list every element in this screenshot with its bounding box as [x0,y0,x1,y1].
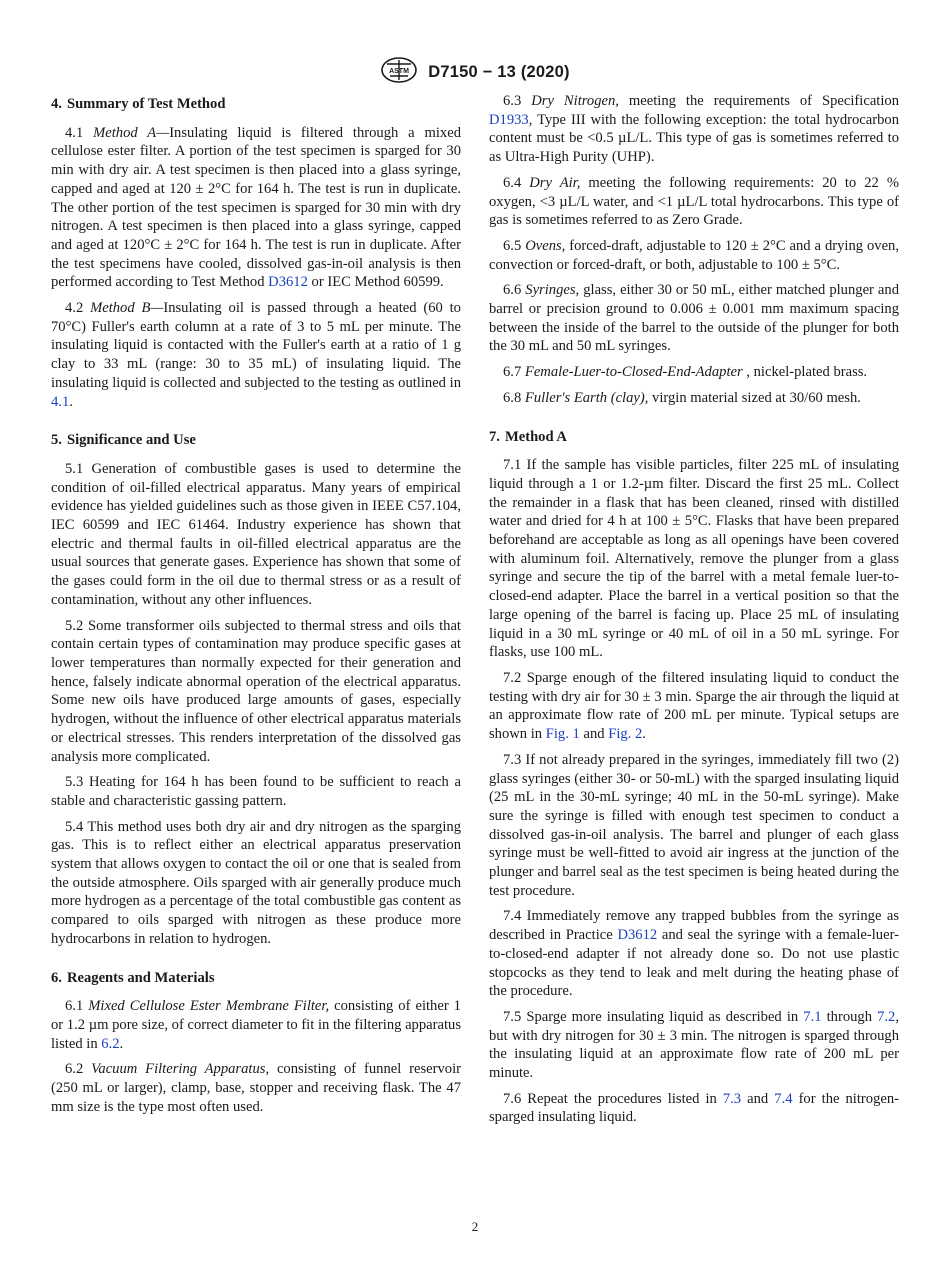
link-fig-1[interactable]: Fig. 1 [545,726,580,743]
section-heading-6: 6. Reagents and Materials [51,969,215,986]
paragraph-7-6: 7.6 Repeat the procedures listed in 7.3 and 7.4 for the nitrogen-sparged insulating liquid. [489,1090,900,1126]
paragraph-4-1: 4.1 Method A—Insulating liquid is filtered through a mixed cellulose ester filter. A portion of the test specimen is sparged for 30 min with dry air. A test specimen is then placed into a glass syringe, capped and aged at 120 ± 2°C for 164 h. The test is run in duplicate. The other portion of the test specimen is sparged for 30 min with dry nitrogen. A test specimen is then placed into a glass syringe, capped and aged at 120°C ± 2°C for 164 h. The test is run in duplicate. After the test specimens have cooled, dissolved gas-in-oil analysis is then performed according to Test Method D3612 or IEC Method 60599. [51,124,461,291]
paragraph-7-4: 7.4 Immediately remove any trapped bubbles from the syringe as described in Practice D3612 and seal the syringe with a female-luer-to-closed-end adapter if not already done so. Do not use plastic stopcocks as they tend to leak and melt during the heating phase of the procedure. [489,908,900,1000]
link-6-2[interactable]: 6.2 [101,1035,120,1052]
paragraph-7-5: 7.5 Sparge more insulating liquid as described in 7.1 through 7.2, but with dry nitrogen for 30 ± 3 min. The nitrogen is sparged through the insulating liquid at an approximate flow rate of 200 mL per minute. [489,1008,900,1082]
link-7-4[interactable]: 7.4 [774,1090,793,1107]
link-d3612[interactable]: D3612 [617,927,658,944]
paragraph-6-2: 6.2 Vacuum Filtering Apparatus, consisting of funnel reservoir (250 mL or larger), clamp, base, stopper and receiving flask. The 47 mm size is the type most often used. [51,1061,461,1115]
paragraph-7-2: 7.2 Sparge enough of the filtered insulating liquid to conduct the testing with dry air for 30 ± 3 min. Sparge the air through the liquid at an approximate flow rate of 200 mL per minute. Typical setups are shown in Fig. 1 and Fig. 2. [489,669,899,743]
link-fig-2[interactable]: Fig. 2 [608,726,643,743]
link-4-1[interactable]: 4.1 [51,393,70,410]
section-heading-5: 5. Significance and Use [51,432,196,449]
page-number: 2 [471,1219,479,1234]
svg-text:ASTM: ASTM [389,68,410,75]
paragraph-6-5: 6.5 Ovens, forced-draft, adjustable to 120 ± 2°C and a drying oven, convection or forced-draft, or both, adjustable to 100 ± 5°C. [489,237,900,273]
astm-logo-icon [380,56,418,89]
paragraph-5-4: 5.4 This method uses both dry air and dry nitrogen as the sparging gas. This is to reflect either an electrical apparatus preservation system that allows oxygen to contact the oil or one that is sealed from the outside atmosphere. Oils sparged with air generally produce much more hydrogen as a percentage of the total combustible gas content as compared to oils sparged with nitrogen as these produce more hydrocarbons in relation to hydrogen. [51,818,461,947]
paragraph-6-3: 6.3 Dry Nitrogen, meeting the requirements of Specification D1933, Type III with the following exception: the total hydrocarbon content must be <0.5 µL/L. This type of gas is sometimes referred to as Ultra-High Purity (UHP). [489,93,899,166]
paragraph-6-1: 6.1 Mixed Cellulose Ester Membrane Filter, consisting of either 1 or 1.2 µm pore size, of correct diameter to fit in the filtering apparatus listed in 6.2. [51,998,461,1052]
link-7-3[interactable]: 7.3 [722,1090,742,1107]
paragraph-7-3: 7.3 If not already prepared in the syringes, immediately fill two (2) glass syringes (either 30- or 50-mL) with the sparged insulating liquid (25 mL in the 30-mL syringe; 40 mL in the 50-mL syringe). Make sure the syringe is filled with enough test specimen to conduct a dissolved gas-in-oil analysis. The barrel and plunger of each glass syringe must be well-fitted to avoid air ingress at the junction of the plunger and barrel seal as the test specimen is being heated during the test procedure. [489,751,899,899]
right-column [489,92,899,1134]
link-d1933[interactable]: D1933 [489,111,529,128]
document-id: D7150 − 13 (2020) [428,63,570,81]
paragraph-4-2: 4.2 Method B—Insulating oil is passed through a heated (60 to 70°C) Fuller's earth column at a rate of 3 to 5 mL per minute. The insulating liquid is contacted with the Fuller's earth at a ratio of 1 g clay to 33 mL (range: 30 to 35 mL) of insulating liquid. The insulating liquid is collected and subjected to the testing as outlined in 4.1. [51,300,461,410]
paragraph-5-3: 5.3 Heating for 164 h has been found to be sufficient to reach a stable and characteristic gassing pattern. [51,774,461,809]
paragraph-6-7: 6.7 Female-Luer-to-Closed-End-Adapter , nickel-plated brass. [503,364,868,381]
section-heading-4: 4. Summary of Test Method [51,96,226,112]
paragraph-6-8: 6.8 Fuller's Earth (clay), virgin material sized at 30/60 mesh. [503,389,861,406]
paragraph-5-2: 5.2 Some transformer oils subjected to thermal stress and oils that contain certain types of contamination may produce specific gases at lower temperatures than normally expected for their generation and hence, falsely indicate abnormal operation of the electrical apparatus. Some new oils have produced large amounts of gases, especially hydrogen, without the influence of other electrical apparatus materials or electrical stresses. This renders interpretation of the dissolved gas analysis more complicated. [51,617,461,765]
paragraph-5-1: 5.1 Generation of combustible gases is used to determine the condition of oil-filled electrical apparatus. Many years of empirical evidence has yielded guidelines such as those given in IEEE C57.104, IEC 60599 and IEC 61464. Industry experience has shown that electric and thermal faults in oil-filled electrical apparatus are the usual sources that generate gases. Experience has shown that some of the gases could form in the oil due to thermal stress or as a result of contamination, without any other influences. [51,460,461,608]
section-heading-7: 7. Method A [489,428,567,445]
link-d3612[interactable]: D3612 [268,274,308,291]
paragraph-7-1: 7.1 If the sample has visible particles, filter 225 mL of insulating liquid through a 1 or 1.2-µm filter. Discard the first 25 mL. Collect the remainder in a flask that has been cleaned, rinsed with distilled water and dried for 4 h at 100 ± 5°C. Flasks that have been prepared beforehand are acceptable as long as all openings have been covered with aluminum foil. Alternatively, remove the plunger from a glass syringe and secure the tip of the barrel with a metal female luer-to-closed-end adapter. Place the barrel in a vertical position so that the large opening of the barrel is facing up. Place 25 mL of insulating liquid in a 30 mL syringe or 40 mL of oil in a 50 mL syringe. For flasks, use 100 mL. [489,457,899,661]
paragraph-6-4: 6.4 Dry Air, meeting the following requirements: 20 to 22 % oxygen, <3 µL/L water, and <1 µL/L total hydrocarbons. This type of gas is sometimes referred to as Zero Grade. [489,174,899,229]
paragraph-6-6: 6.6 Syringes, glass, either 30 or 50 mL, either matched plunger and barrel or precision ground to 0.006 ± 0.001 mm maximum spacing between the inside of the barrel to the outside of the plunger for both the 30 mL and 50 mL syringes. [489,282,899,355]
link-7-1[interactable]: 7.1 [803,1008,822,1025]
left-column [51,92,461,1123]
link-7-2[interactable]: 7.2 [877,1008,896,1025]
page-header [0,56,950,89]
